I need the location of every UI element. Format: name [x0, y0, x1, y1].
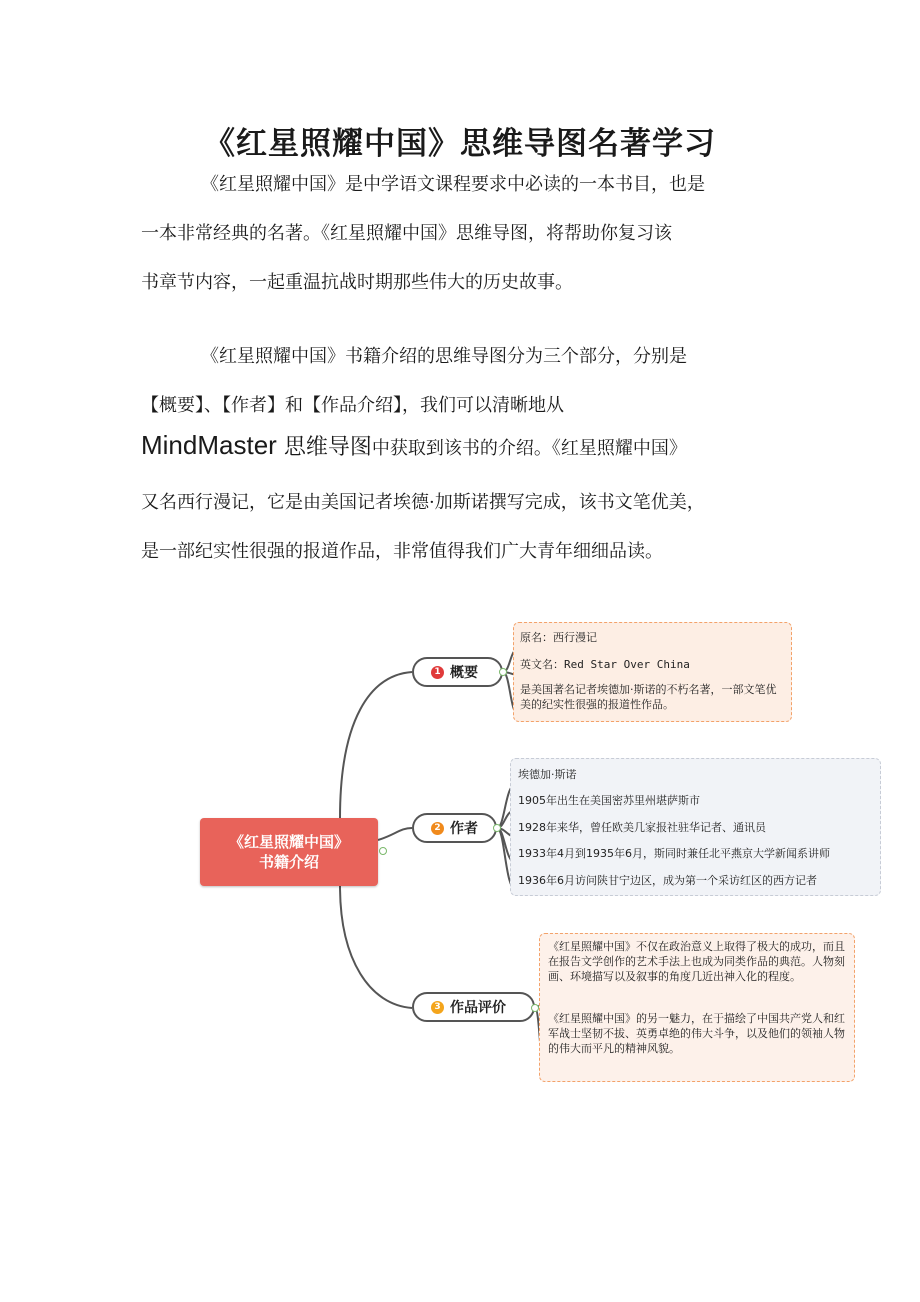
- leaf-original-name[interactable]: 原名：西行漫记: [520, 631, 597, 644]
- root-subtitle: 书籍介绍: [258, 853, 319, 871]
- connector-branch-1: [340, 672, 412, 818]
- collapse-toggle-icon[interactable]: [493, 824, 501, 832]
- summary-line: 【概要】、【作者】和【作品介绍】，我们可以清晰地从: [141, 395, 564, 416]
- leaf-english-name[interactable]: 英文名：Red Star Over China: [520, 658, 690, 671]
- branch-label: 作品评价: [450, 1000, 506, 1016]
- number-2-icon: 2: [431, 822, 444, 835]
- root-title: 《红星照耀中国》: [228, 833, 349, 851]
- leaf-review-2[interactable]: 《红星照耀中国》的另一魅力，在于描绘了中国共产党人和红军战士坚韧不拔、英勇卓绝的伟大斗争，以及他们的领袖人物的伟大而平凡的精神风貌。: [548, 1012, 845, 1055]
- leaf-author-china[interactable]: 1928年来华，曾任欧美几家报社驻华记者、通讯员: [518, 821, 766, 834]
- leaf-author-name[interactable]: 埃德加·斯诺: [518, 768, 577, 781]
- collapse-toggle-icon[interactable]: [531, 1004, 539, 1012]
- leaf-author-visit[interactable]: 1936年6月访问陕甘宁边区，成为第一个采访红区的西方记者: [518, 874, 817, 887]
- root-node[interactable]: [200, 818, 378, 886]
- branch-author[interactable]: [412, 813, 497, 843]
- connector-branch-2: [378, 828, 412, 840]
- leaf-author-birth[interactable]: 1905年出生在美国密苏里州堪萨斯市: [518, 794, 700, 807]
- branch-label: 作者: [450, 821, 478, 837]
- page-title: 《红星照耀中国》思维导图名著学习: [204, 126, 716, 162]
- mindmap-word: 思维导图: [276, 435, 372, 460]
- intro-line: 一本非常经典的名著。《红星照耀中国》思维导图，将帮助你复习该: [141, 223, 672, 244]
- branch-review[interactable]: [412, 992, 535, 1022]
- leaf-description[interactable]: 是美国著名记者埃德加·斯诺的不朽名著，一部文笔优美的纪实性很强的报道性作品。: [520, 683, 777, 711]
- leaf-review-1[interactable]: 《红星照耀中国》不仅在政治意义上取得了极大的成功，而且在报告文学创作的艺术手法上也成为同类作品的典范。人物刻画、环境描写以及叙事的角度几近出神入化的程度。: [548, 940, 845, 983]
- number-1-icon: 1: [431, 666, 444, 679]
- summary-line: 是一部纪实性很强的报道作品，非常值得我们广大青年细细品读。: [141, 541, 663, 562]
- summary-line: 又名西行漫记，它是由美国记者埃德·加斯诺撰写完成，该书文笔优美，: [141, 492, 705, 513]
- summary-line: 《红星照耀中国》书籍介绍的思维导图分为三个部分，分别是: [201, 346, 687, 367]
- connector-branch-3: [340, 886, 412, 1008]
- intro-line: 书章节内容，一起重温抗战时期那些伟大的历史故事。: [141, 272, 573, 293]
- branch-summary[interactable]: [412, 657, 503, 687]
- leaf-author-lecturer[interactable]: 1933年4月到1935年6月，斯同时兼任北平燕京大学新闻系讲师: [518, 847, 830, 860]
- summary-text: 中获取到该书的介绍。《红星照耀中国》: [371, 438, 687, 459]
- mindmaster-brand: MindMaster: [141, 430, 277, 460]
- intro-line: 《红星照耀中国》是中学语文课程要求中必读的一本书目，也是: [201, 174, 705, 195]
- collapse-toggle-icon[interactable]: [499, 668, 507, 676]
- collapse-toggle-icon[interactable]: [379, 847, 387, 855]
- number-3-icon: 3: [431, 1001, 444, 1014]
- branch-label: 概要: [450, 665, 478, 681]
